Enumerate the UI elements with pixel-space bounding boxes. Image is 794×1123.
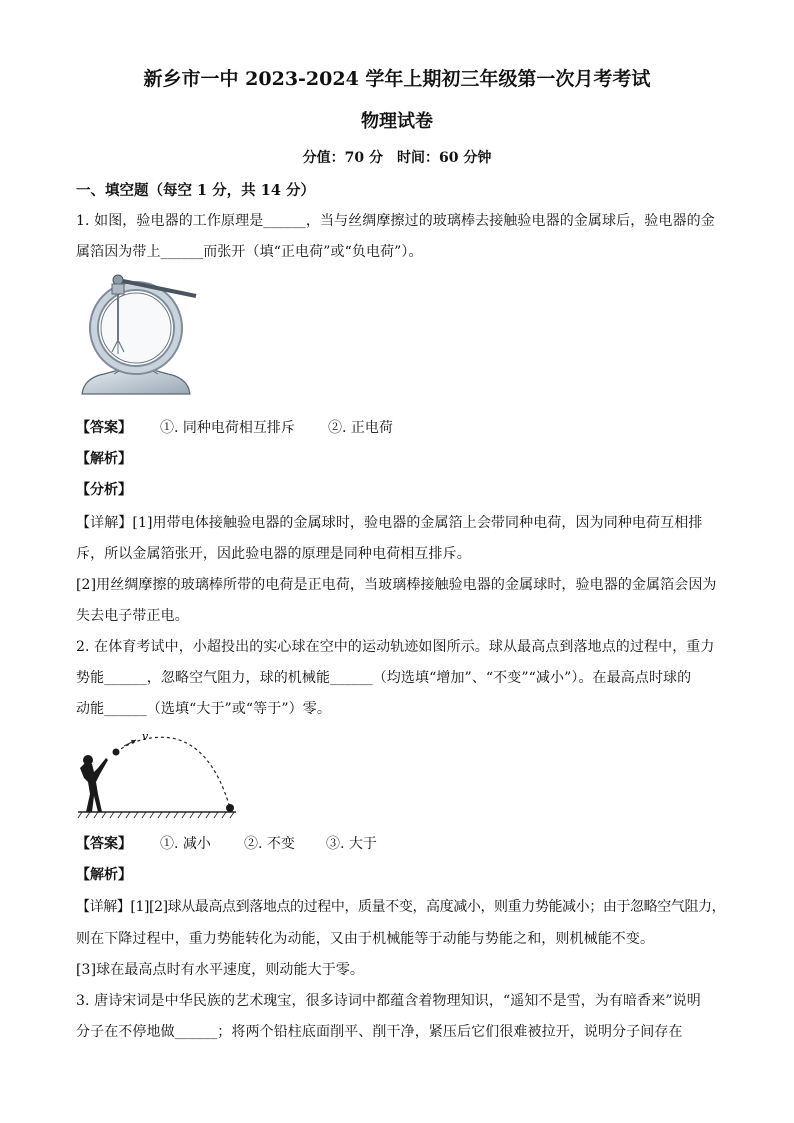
q1-answer-tag: 【答案】 bbox=[76, 420, 132, 436]
q3-text-line1: 3. 唐诗宋词是中华民族的艺术瑰宝，很多诗词中都蕴含着物理知识，“遥知不是雪，为有暗香来”说明 bbox=[76, 993, 701, 1009]
q1-detail-line3: [2]用丝绸摩擦的玻璃棒所带的电荷是正电荷，当玻璃棒接触验电器的金属球时，验电器的金属箔会因为 bbox=[76, 577, 717, 593]
shotput-trajectory-figure bbox=[72, 728, 242, 820]
q2-text-line3: 动能______（选填“大于”或“等于”）零。 bbox=[76, 701, 331, 717]
section-heading: 一、填空题（每空 1 分，共 14 分） bbox=[76, 182, 315, 199]
velocity-label: v bbox=[142, 730, 149, 743]
q3-text-line2: 分子在不停地做______；将两个铅柱底面削平、削干净，紧压后它们很难被拉开，说明分子间存在 bbox=[76, 1024, 683, 1040]
q2-answer-3: ③. 大于 bbox=[326, 836, 377, 852]
exam-subject: 物理试卷 bbox=[361, 111, 433, 132]
q1-fenxi-tag: 【分析】 bbox=[76, 482, 132, 498]
q2-answer-2: ②. 不变 bbox=[244, 836, 295, 852]
q1-text-line1: 1. 如图，验电器的工作原理是______，当与丝绸摩擦过的玻璃棒去接触验电器的金属球后，验电器的金 bbox=[76, 213, 715, 229]
q2-text-line2: 势能______，忽略空气阻力，球的机械能______（均选填“增加”、“不变”“减小”）。在最高点时球的 bbox=[76, 670, 692, 686]
q1-detail-line4: 失去电子带正电。 bbox=[76, 608, 189, 624]
exam-meta: 分值：70 分 时间：60 分钟 bbox=[302, 150, 492, 166]
electroscope-figure bbox=[74, 270, 204, 402]
q2-answer-1: ①. 减小 bbox=[160, 836, 211, 852]
q2-detail-line3: [3]球在最高点时有水平速度，则动能大于零。 bbox=[76, 962, 365, 978]
q1-answer-1: ①. 同种电荷相互排斥 bbox=[160, 420, 295, 436]
q2-detail-line1: 【详解】[1][2]球从最高点到落地点的过程中，质量不变，高度减小，则重力势能减小；由于忽略空气阻力， bbox=[76, 899, 726, 915]
q2-detail-line2: 则在下降过程中，重力势能转化为动能，又由于机械能等于动能与势能之和，则机械能不变。 bbox=[76, 931, 655, 947]
q2-text-line1: 2. 在体育考试中，小超投出的实心球在空中的运动轨迹如图所示。球从最高点到落地点的过程中，重力 bbox=[76, 639, 715, 655]
q2-jiexi-tag: 【解析】 bbox=[76, 867, 132, 883]
exam-title: 新乡市一中 2023-2024 学年上期初三年级第一次月考考试 bbox=[143, 68, 651, 90]
q1-answer-2: ②. 正电荷 bbox=[328, 420, 393, 436]
q1-text-line2: 属箔因为带上______而张开（填“正电荷”或“负电荷”）。 bbox=[76, 244, 423, 260]
q2-answer-tag: 【答案】 bbox=[76, 836, 132, 852]
q1-jiexi-tag: 【解析】 bbox=[76, 451, 132, 467]
q1-detail-line1: 【详解】[1]用带电体接触验电器的金属球时，验电器的金属箔上会带同种电荷，因为同种电荷互相排 bbox=[76, 515, 703, 531]
q1-detail-line2: 斥，所以金属箔张开，因此验电器的原理是同种电荷相互排斥。 bbox=[76, 546, 471, 562]
